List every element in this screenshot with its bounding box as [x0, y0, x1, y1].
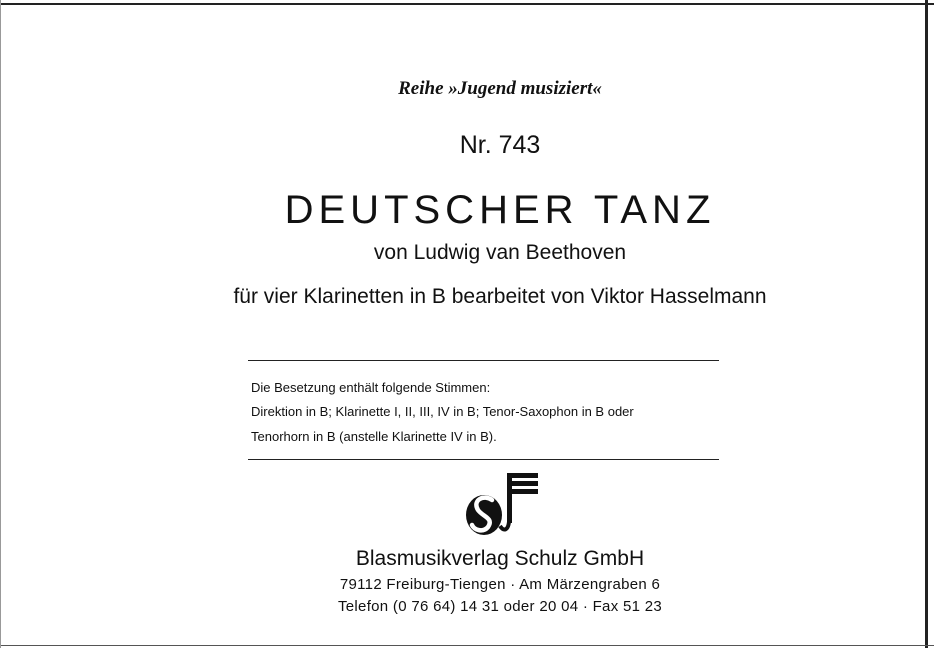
frame-top-edge [0, 3, 934, 5]
edition-number: Nr. 743 [459, 131, 541, 159]
scoring-line: für vier Klarinetten in B bearbeitet von Viktor Hasselmann [233, 285, 767, 308]
divider-bottom [248, 459, 719, 460]
publisher-address: 79112 Freiburg-Tiengen · Am Märzengraben 6 [339, 576, 661, 593]
publisher-phone: Telefon (0 76 64) 14 31 oder 20 04 · Fax 51 23 [337, 598, 662, 615]
publisher-name: Blasmusikverlag Schulz GmbH [355, 547, 645, 570]
divider-top [248, 360, 719, 361]
parts-line-1: Direktion in B; Klarinette I, II, III, IV in B; Tenor-Saxophon in B oder [251, 404, 634, 419]
blasmusikverlag-logo-icon [464, 470, 544, 545]
series-label: Reihe »Jugend musiziert« [398, 78, 602, 99]
composer-line: von Ludwig van Beethoven [373, 241, 627, 264]
frame-bottom-edge [0, 645, 934, 646]
page-title: DEUTSCHER TANZ [284, 188, 716, 232]
parts-heading: Die Besetzung enthält folgende Stimmen: [251, 380, 491, 395]
parts-line-2: Tenorhorn in B (anstelle Klarinette IV in B). [251, 429, 497, 444]
